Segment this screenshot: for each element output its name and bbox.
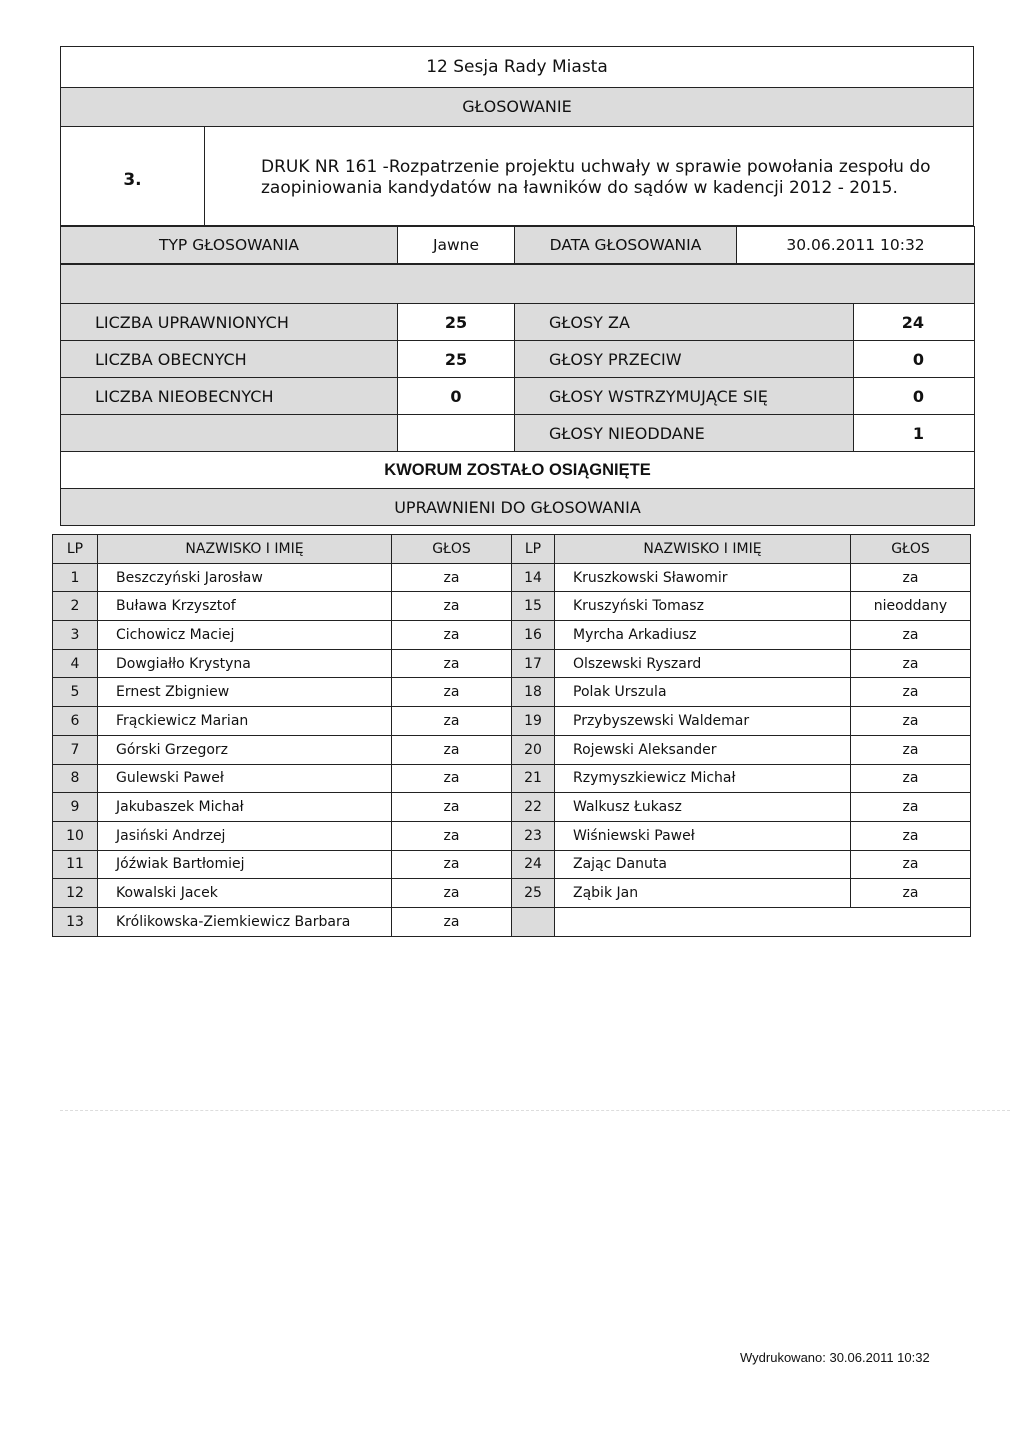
voter-lp: 7: [53, 735, 98, 764]
voter-name: Gulewski Paweł: [98, 764, 392, 793]
voter-vote: za: [392, 821, 512, 850]
divider: [60, 1110, 1010, 1111]
voter-name: Walkusz Łukasz: [555, 793, 851, 822]
voter-lp: 12: [53, 879, 98, 908]
voter-vote: za: [392, 678, 512, 707]
voter-vote: za: [392, 563, 512, 592]
voter-lp: 11: [53, 850, 98, 879]
votes-for-value: 24: [854, 304, 975, 341]
voters-header-row: [53, 535, 971, 564]
voter-name: Beszczyński Jarosław: [98, 563, 392, 592]
col-lp: LP: [512, 535, 555, 564]
voter-lp: 8: [53, 764, 98, 793]
entitled-value: 25: [398, 304, 515, 341]
voter-lp: 4: [53, 649, 98, 678]
voter-name: Dowgiałło Krystyna: [98, 649, 392, 678]
voter-vote: za: [851, 649, 971, 678]
votes-notcast-value: 1: [854, 415, 975, 452]
voter-vote: za: [851, 821, 971, 850]
voter-lp: 21: [512, 764, 555, 793]
voter-vote: za: [851, 735, 971, 764]
voter-name: Olszewski Ryszard: [555, 649, 851, 678]
voter-lp: 1: [53, 563, 98, 592]
voter-name: Polak Urszula: [555, 678, 851, 707]
voter-vote: za: [392, 707, 512, 736]
voter-lp: 20: [512, 735, 555, 764]
entitled-label: LICZBA UPRAWNIONYCH: [61, 304, 398, 341]
voting-heading: GŁOSOWANIE: [61, 88, 973, 127]
voter-lp: 13: [53, 907, 98, 936]
voter-vote: za: [851, 793, 971, 822]
votes-against-label: GŁOSY PRZECIW: [515, 341, 854, 378]
present-value: 25: [398, 341, 515, 378]
voter-lp: 16: [512, 621, 555, 650]
voter-lp: 9: [53, 793, 98, 822]
empty-cell: [61, 415, 398, 452]
voter-name: Myrcha Arkadiusz: [555, 621, 851, 650]
table-row: [53, 592, 971, 621]
voter-name: Przybyszewski Waldemar: [555, 707, 851, 736]
voter-lp: 3: [53, 621, 98, 650]
votes-for-label: GŁOSY ZA: [515, 304, 854, 341]
voter-lp: 17: [512, 649, 555, 678]
col-name: NAZWISKO I IMIĘ: [555, 535, 851, 564]
voter-lp: 18: [512, 678, 555, 707]
voter-lp: 2: [53, 592, 98, 621]
voter-vote: nieoddany: [851, 592, 971, 621]
voter-vote: za: [392, 621, 512, 650]
voter-vote: za: [851, 764, 971, 793]
table-row: [53, 707, 971, 736]
item-description: [205, 127, 973, 227]
agenda-item: [61, 127, 973, 227]
voter-name: Kruszkowski Sławomir: [555, 563, 851, 592]
vote-counts-table: [60, 264, 975, 526]
voter-name: Kruszyński Tomasz: [555, 592, 851, 621]
voter-lp: 15: [512, 592, 555, 621]
voter-lp: 5: [53, 678, 98, 707]
voter-lp: 19: [512, 707, 555, 736]
vote-header: [60, 46, 974, 226]
voter-name: Frąckiewicz Marian: [98, 707, 392, 736]
empty-cell: [398, 415, 515, 452]
table-row: [53, 907, 971, 936]
col-lp: LP: [53, 535, 98, 564]
voter-name: Buława Krzysztof: [98, 592, 392, 621]
voter-name: Górski Grzegorz: [98, 735, 392, 764]
session-title: 12 Sesja Rady Miasta: [61, 47, 973, 88]
counts-spacer: [61, 265, 975, 304]
voter-lp: 25: [512, 879, 555, 908]
printed-timestamp: Wydrukowano: 30.06.2011 10:32: [740, 1350, 930, 1365]
voter-lp: 10: [53, 821, 98, 850]
table-row: [53, 563, 971, 592]
item-description-line-1: DRUK NR 161 -Rozpatrzenie projektu uchwały w sprawie powołania zespołu do: [261, 157, 931, 177]
table-row: [53, 793, 971, 822]
voter-lp: [512, 907, 555, 936]
voter-vote: za: [392, 907, 512, 936]
vote-meta-table: [60, 226, 975, 264]
voter-lp: 14: [512, 563, 555, 592]
item-description-line-2: zaopiniowania kandydatów na ławników do sądów w kadencji 2012 - 2015.: [261, 178, 898, 198]
voter-name: Ząbik Jan: [555, 879, 851, 908]
voter-vote: za: [392, 764, 512, 793]
voter-vote: za: [851, 707, 971, 736]
vote-date-label: DATA GŁOSOWANIA: [515, 227, 737, 264]
col-vote: GŁOS: [392, 535, 512, 564]
voter-name: Rojewski Aleksander: [555, 735, 851, 764]
voter-vote: za: [392, 649, 512, 678]
voter-vote: za: [851, 563, 971, 592]
voter-lp: 23: [512, 821, 555, 850]
voter-name: Jóźwiak Bartłomiej: [98, 850, 392, 879]
voter-lp: 6: [53, 707, 98, 736]
vote-type-value: Jawne: [398, 227, 515, 264]
votes-abstain-label: GŁOSY WSTRZYMUJĄCE SIĘ: [515, 378, 854, 415]
votes-abstain-value: 0: [854, 378, 975, 415]
voter-vote: za: [851, 850, 971, 879]
item-number: 3.: [61, 127, 205, 227]
vote-type-label: TYP GŁOSOWANIA: [61, 227, 398, 264]
voter-vote: za: [392, 850, 512, 879]
voter-vote: za: [392, 735, 512, 764]
voter-name: Ernest Zbigniew: [98, 678, 392, 707]
voter-vote: za: [851, 621, 971, 650]
voter-name: Cichowicz Maciej: [98, 621, 392, 650]
voter-name: Wiśniewski Paweł: [555, 821, 851, 850]
voter-name: Zając Danuta: [555, 850, 851, 879]
table-row: [53, 735, 971, 764]
table-row: [53, 649, 971, 678]
voters-table: [52, 534, 971, 937]
col-name: NAZWISKO I IMIĘ: [98, 535, 392, 564]
table-row: [53, 879, 971, 908]
present-label: LICZBA OBECNYCH: [61, 341, 398, 378]
table-row: [53, 821, 971, 850]
votes-against-value: 0: [854, 341, 975, 378]
voter-vote: za: [392, 879, 512, 908]
table-row: [53, 678, 971, 707]
voter-vote: za: [851, 678, 971, 707]
col-vote: GŁOS: [851, 535, 971, 564]
table-row: [53, 764, 971, 793]
table-row: [53, 850, 971, 879]
quorum-status: KWORUM ZOSTAŁO OSIĄGNIĘTE: [61, 452, 975, 489]
absent-value: 0: [398, 378, 515, 415]
voter-name: Kowalski Jacek: [98, 879, 392, 908]
voter-name: Jasiński Andrzej: [98, 821, 392, 850]
voter-name: Jakubaszek Michał: [98, 793, 392, 822]
voter-vote: za: [392, 592, 512, 621]
voter-lp: 24: [512, 850, 555, 879]
voter-vote: za: [851, 879, 971, 908]
voter-name: [555, 907, 971, 936]
table-row: [53, 621, 971, 650]
vote-date-value: 30.06.2011 10:32: [737, 227, 975, 264]
votes-notcast-label: GŁOSY NIEODDANE: [515, 415, 854, 452]
voters-heading: UPRAWNIENI DO GŁOSOWANIA: [61, 489, 975, 526]
absent-label: LICZBA NIEOBECNYCH: [61, 378, 398, 415]
voter-name: Rzymyszkiewicz Michał: [555, 764, 851, 793]
voter-vote: za: [392, 793, 512, 822]
voter-name: Królikowska-Ziemkiewicz Barbara: [98, 907, 392, 936]
voter-lp: 22: [512, 793, 555, 822]
voters-table-body: [53, 535, 971, 937]
